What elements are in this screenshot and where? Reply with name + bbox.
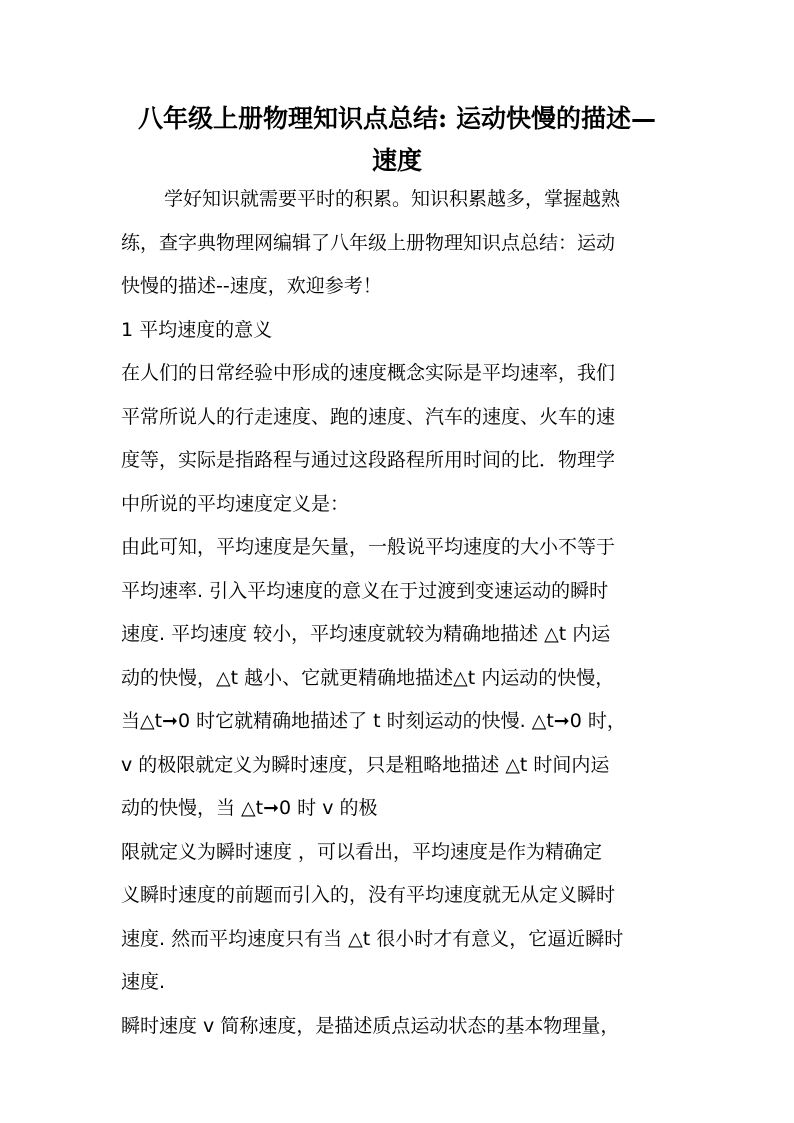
body-line-15: 速度. [121,971,166,993]
intro-line-3: 快慢的描述--速度，欢迎参考！ [121,275,382,297]
body-line-1: 在人们的日常经验中形成的速度概念实际是平均速率，我们 [121,362,616,384]
document-title-line-2: 速度 [371,146,422,175]
section-heading: 1 平均速度的意义 [121,319,273,341]
body-line-6: 平均速率. 引入平均速度的意义在于过渡到变速运动的瞬时 [121,580,609,602]
body-line-11: 动的快慢，当 △t➞0 时 v 的极 [121,797,378,819]
body-line-8: 动的快慢，△t 越小、它就更精确地描述△t 内运动的快慢， [121,667,615,689]
body-line-2: 平常所说人的行走速度、跑的速度、汽车的速度、火车的速 [121,406,616,428]
body-line-9: 当△t➞0 时它就精确地描述了 t 时刻运动的快慢. △t➞0 时， [121,710,626,732]
body-line-10: v 的极限就定义为瞬时速度，只是粗略地描述 △t 时间内运 [121,754,610,776]
body-line-14: 速度. 然而平均速度只有当 △t 很小时才有意义，它逼近瞬时 [121,928,624,950]
body-line-3: 度等，实际是指路程与通过这段路程所用时间的比．物理学 [121,449,616,471]
body-line-5: 由此可知，平均速度是矢量，一般说平均速度的大小不等于 [121,536,616,558]
intro-line-2: 练，查字典物理网编辑了八年级上册物理知识点总结：运动 [121,232,616,254]
body-line-4: 中所说的平均速度定义是： [121,493,350,515]
document-title-line-1: 八年级上册物理知识点总结: 运动快慢的描述— [138,104,656,133]
intro-line-1: 学好知识就需要平时的积累。知识积累越多，掌握越熟 [164,188,621,210]
body-line-12: 限就定义为瞬时速度 ，可以看出，平均速度是作为精确定 [121,841,603,863]
body-line-13: 义瞬时速度的前题而引入的，没有平均速度就无从定义瞬时 [121,884,616,906]
body-line-7: 速度. 平均速度 较小，平均速度就较为精确地描述 △t 内运 [121,623,611,645]
body-line-16: 瞬时速度 v 简称速度，是描述质点运动状态的基本物理量， [121,1015,620,1037]
